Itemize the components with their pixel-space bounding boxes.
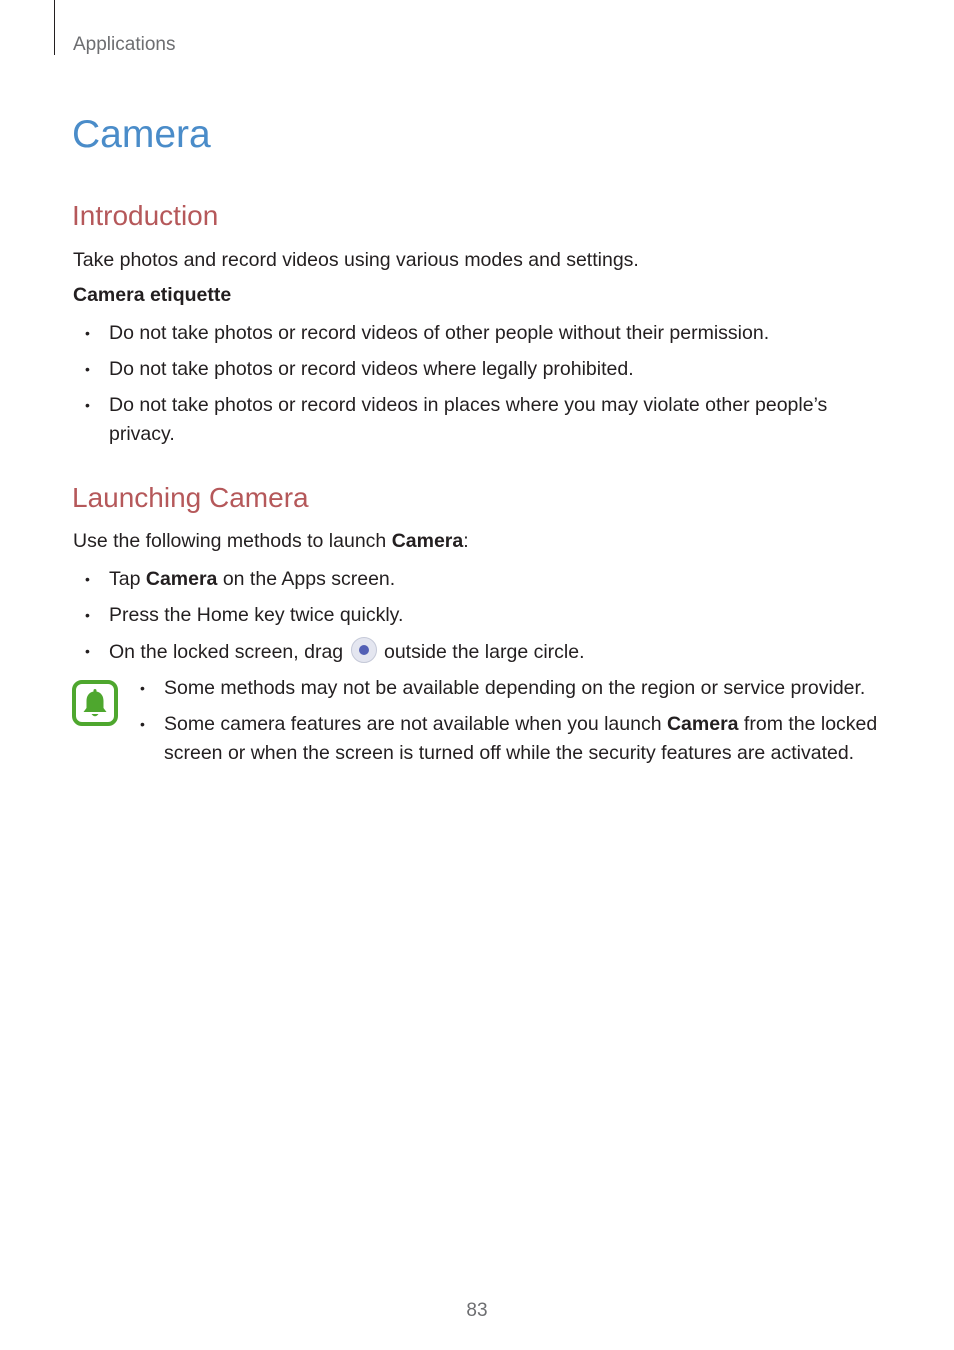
note-list <box>140 674 878 768</box>
list-item-text-continued: privacy. <box>109 423 175 445</box>
bullet-dot: • <box>85 397 90 413</box>
list-item-text: Do not take photos or record videos of other people without their permission. <box>109 322 770 344</box>
list-item-text: Press the Home key twice quickly. <box>109 604 404 626</box>
list-item <box>140 674 877 703</box>
launching-intro-text: Use the following methods to launch <box>73 530 392 552</box>
list-item-text: On the locked screen, drag <box>109 641 349 663</box>
etiquette-list <box>85 319 828 449</box>
section-title-introduction: Introduction <box>72 200 219 231</box>
bullet-dot: • <box>85 361 90 377</box>
bullet-dot: • <box>85 607 90 623</box>
list-item <box>85 601 585 630</box>
running-header: Applications <box>73 34 176 55</box>
list-item-text: Do not take photos or record videos in places where you may violate other people’s <box>109 394 828 416</box>
list-item-text: Tap <box>109 568 146 590</box>
margin-rule <box>54 0 55 55</box>
list-item-text: Do not take photos or record videos where legally prohibited. <box>109 358 634 380</box>
chapter-title: Camera <box>72 113 211 156</box>
bullet-dot: • <box>140 716 145 732</box>
introduction-body: Take photos and record videos using various modes and settings. <box>73 249 639 271</box>
list-item-text-continued: screen or when the screen is turned off while the security features are activated. <box>164 742 855 764</box>
list-item-text: Some camera features are not available when you launch <box>164 713 667 735</box>
list-item <box>85 565 585 594</box>
list-item-app-name: Camera <box>666 713 739 735</box>
list-item <box>85 637 585 667</box>
bullet-dot: • <box>140 680 145 696</box>
launch-methods-list <box>85 565 585 667</box>
list-item <box>85 319 827 348</box>
camera-shortcut-icon <box>351 637 377 663</box>
launching-intro <box>73 527 469 556</box>
etiquette-heading: Camera etiquette <box>73 284 232 306</box>
bullet-dot: • <box>85 571 90 587</box>
list-item-text: Some methods may not be available depending on the region or service provider. <box>164 677 866 699</box>
list-item <box>140 710 878 768</box>
page-number: 83 <box>466 1300 488 1321</box>
list-item-text: from the locked <box>738 713 878 735</box>
list-item-app-name: Camera <box>145 568 218 590</box>
launching-intro-app-name: Camera <box>391 530 464 552</box>
bullet-dot: • <box>85 325 90 341</box>
list-item <box>85 391 828 449</box>
list-item <box>85 355 827 384</box>
list-item-text: on the Apps screen. <box>217 568 396 590</box>
bullet-dot: • <box>85 643 90 659</box>
section-title-launching-camera: Launching Camera <box>72 482 309 513</box>
notification-bell-icon <box>72 680 118 726</box>
launching-intro-punct: : <box>463 530 469 552</box>
list-item-text: outside the large circle. <box>378 641 585 663</box>
